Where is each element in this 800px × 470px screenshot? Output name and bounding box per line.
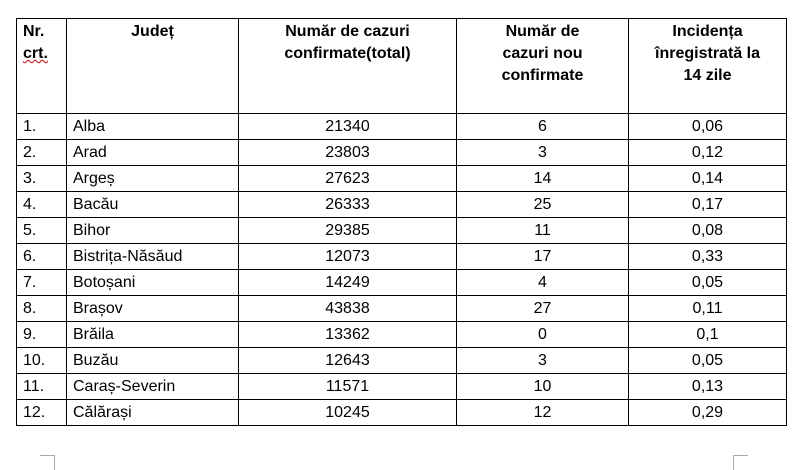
header-new-line1: Număr de [505, 23, 580, 40]
cell-new: 17 [457, 244, 629, 270]
cell-total: 13362 [239, 322, 457, 348]
cell-total: 27623 [239, 166, 457, 192]
cell-nr: 7. [17, 270, 67, 296]
header-incidence-line3: 14 zile [683, 67, 732, 84]
cell-total: 21340 [239, 114, 457, 140]
cell-total: 10245 [239, 400, 457, 426]
cell-total: 43838 [239, 296, 457, 322]
cell-nr: 9. [17, 322, 67, 348]
covid-cases-table-container [16, 18, 786, 426]
cell-total: 14249 [239, 270, 457, 296]
cell-nr: 10. [17, 348, 67, 374]
cell-nr: 11. [17, 374, 67, 400]
table-row [17, 296, 787, 322]
table-row [17, 218, 787, 244]
header-incidence [629, 19, 787, 114]
cell-new: 4 [457, 270, 629, 296]
cell-county: Bistrița-Năsăud [67, 244, 239, 270]
cell-new: 0 [457, 322, 629, 348]
covid-cases-table [16, 18, 787, 426]
table-row [17, 270, 787, 296]
table-row [17, 166, 787, 192]
table-row [17, 322, 787, 348]
cell-incidence: 0,1 [629, 322, 787, 348]
cell-incidence: 0,11 [629, 296, 787, 322]
cell-nr: 2. [17, 140, 67, 166]
header-incidence-line1: Incidența [672, 23, 743, 40]
table-header-row [17, 19, 787, 114]
header-nr-line1: Nr. [23, 23, 45, 40]
cell-county: Caraș-Severin [67, 374, 239, 400]
cell-nr: 12. [17, 400, 67, 426]
header-new-line3: confirmate [501, 67, 584, 84]
header-total-line2: confirmate(total) [284, 45, 411, 62]
header-county [67, 19, 239, 114]
cell-incidence: 0,14 [629, 166, 787, 192]
header-incidence-line2: înregistrată la [655, 45, 760, 62]
cell-incidence: 0,17 [629, 192, 787, 218]
cell-county: Alba [67, 114, 239, 140]
cell-county: Bihor [67, 218, 239, 244]
header-county-label: Județ [131, 23, 174, 40]
cell-nr: 8. [17, 296, 67, 322]
cell-incidence: 0,06 [629, 114, 787, 140]
table-row [17, 140, 787, 166]
cell-new: 27 [457, 296, 629, 322]
cell-new: 3 [457, 348, 629, 374]
cell-nr: 6. [17, 244, 67, 270]
cell-incidence: 0,05 [629, 348, 787, 374]
cell-county: Arad [67, 140, 239, 166]
cell-total: 26333 [239, 192, 457, 218]
cell-new: 3 [457, 140, 629, 166]
cell-new: 10 [457, 374, 629, 400]
cell-new: 11 [457, 218, 629, 244]
cell-incidence: 0,29 [629, 400, 787, 426]
cell-total: 23803 [239, 140, 457, 166]
table-row [17, 244, 787, 270]
cell-total: 12073 [239, 244, 457, 270]
cell-nr: 1. [17, 114, 67, 140]
table-row [17, 348, 787, 374]
cell-total: 11571 [239, 374, 457, 400]
header-new-confirmed [457, 19, 629, 114]
page-corner-mark-right [733, 455, 748, 470]
table-row [17, 400, 787, 426]
page-corner-mark-left [40, 455, 55, 470]
cell-new: 25 [457, 192, 629, 218]
cell-total: 29385 [239, 218, 457, 244]
cell-incidence: 0,05 [629, 270, 787, 296]
header-total-line1: Număr de cazuri [285, 23, 410, 40]
cell-county: Brăila [67, 322, 239, 348]
cell-nr: 5. [17, 218, 67, 244]
cell-incidence: 0,08 [629, 218, 787, 244]
cell-new: 14 [457, 166, 629, 192]
cell-county: Buzău [67, 348, 239, 374]
cell-county: Bacău [67, 192, 239, 218]
header-new-line2: cazuri nou [502, 45, 583, 62]
cell-nr: 3. [17, 166, 67, 192]
cell-county: Brașov [67, 296, 239, 322]
table-row [17, 114, 787, 140]
table-row [17, 374, 787, 400]
cell-incidence: 0,12 [629, 140, 787, 166]
header-total-confirmed [239, 19, 457, 114]
cell-county: Botoșani [67, 270, 239, 296]
cell-county: Călărași [67, 400, 239, 426]
cell-new: 6 [457, 114, 629, 140]
cell-nr: 4. [17, 192, 67, 218]
cell-incidence: 0,13 [629, 374, 787, 400]
table-row [17, 192, 787, 218]
cell-county: Argeș [67, 166, 239, 192]
cell-new: 12 [457, 400, 629, 426]
cell-incidence: 0,33 [629, 244, 787, 270]
header-nr-crt [17, 19, 67, 114]
header-nr-line2: crt. [23, 45, 48, 62]
cell-total: 12643 [239, 348, 457, 374]
